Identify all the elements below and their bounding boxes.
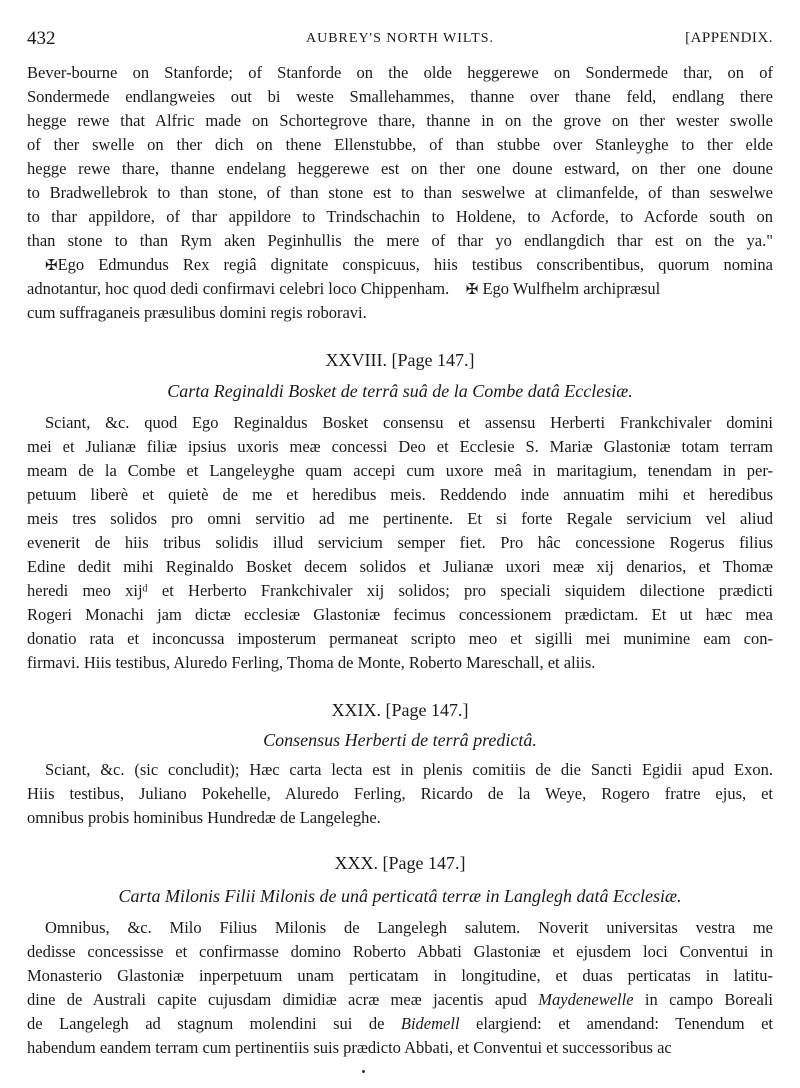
text-line: Sciant, &c. quod Ego Reginaldus Bosket consensu et assensu Herberti Frankchivaler domini: [45, 413, 773, 432]
text-line: Omnibus, &c. Milo Filius Milonis de Langelegh salutem. Noverit universitas vestra me: [45, 918, 773, 937]
cross-icon: ✠: [465, 282, 479, 298]
text-line: to Bradwellebrok to than stone, of than stone est to than seswelwe at climanfelde, of than seswelwe: [27, 183, 773, 202]
text-line: [27, 1012, 773, 1036]
section-title: Consensus Herberti de terrâ predictâ.: [263, 730, 537, 750]
text-line: Monasterio Glastoniæ inperpetuum unam perticatam in longitudine, et duas perticatas in latitu-: [27, 966, 773, 985]
text-line: meam de la Combe et Langeleyghe quam accepi cum uxore meâ in maritagium, tenendam in per-: [27, 461, 773, 480]
text-line: donatio rata et inconcussa imposterum permaneat scripto meo et sigilli mei munimine eam con-: [27, 629, 773, 648]
text-line: Sciant, &c. (sic concludit); Hæc carta lecta est in plenis comitiis de die Sancti Egidii apud Exon.: [45, 760, 773, 779]
running-title: AUBREY'S NORTH WILTS.: [306, 31, 494, 46]
text-line: Rogeri Monachi jam dictæ ecclesiæ Glastoniæ fecimus concessionem prædictam. Et ut hæc mea: [27, 605, 773, 624]
text-line: habendum eandem terram cum pertinentiis suis prædicto Abbati, et Conventui et successoribus ac: [27, 1038, 672, 1057]
text-segment: in campo Boreali: [633, 990, 773, 1009]
text-line: hegge rewe thare, thanne endelang heggerewe est on ther one doune estward, on ther one doune: [27, 159, 773, 178]
text-segment: dine de Australi capite cujusdam dimidiæ acræ meæ jacentis apud: [27, 990, 539, 1009]
cross-icon: ✠: [45, 258, 58, 274]
print-speck: [362, 1070, 365, 1073]
text-line: Bever-bourne on Stanforde; of Stanforde on the olde heggerewe on Sondermede thar, on of: [27, 63, 773, 82]
italic-place-name: Bidemell: [400, 1014, 460, 1033]
section-title: Carta Milonis Filii Milonis de unâ perticatâ terræ in Langlegh datâ Ecclesiæ.: [118, 886, 682, 906]
text-line: than stone to than Rym aken Peginhullis the mere of thar yo endlangdich thar est on the ya.": [27, 231, 773, 250]
text-line: firmavi. Hiis testibus, Aluredo Ferling, Thoma de Monte, Roberto Mareschall, et aliis.: [27, 653, 596, 672]
text-line: of ther swelle on ther dich on thene Ellenstubbe, of than stubbe over Stanleyghe to ther elde: [27, 135, 773, 154]
signature-text: Ego Edmundus Rex regiâ dignitate conspicuus, hiis testibus conscribentibus, quorum nomina: [57, 255, 773, 274]
italic-place-name: Maydenewelle: [538, 990, 634, 1009]
text-line: omnibus probis hominibus Hundredæ de Langeleghe.: [27, 808, 381, 827]
text-line: mei et Julianæ filiæ ipsius uxoris meæ concessi Deo et Ecclesie S. Mariæ Glastoniæ totam terram: [27, 437, 773, 456]
text-line: meis tres solidos pro omni servitio ad me pertinente. Et si forte Regale servicium vel aliud: [27, 509, 773, 528]
text-line: Edine dedit mihi Reginaldo Bosket decem solidos et Julianæ uxori meæ xij denarios, et Thomæ: [27, 557, 773, 576]
signature-text: Ego Wulfhelm archipræsul: [482, 279, 661, 298]
section-body: [27, 916, 773, 1060]
text-line: [27, 988, 773, 1012]
section-label: [APPENDIX.: [685, 30, 773, 46]
text-line: petuum liberè et quietè de me et heredibus meis. Reddendo inde annuatim mihi et heredibus: [27, 485, 773, 504]
text-line: to thar appildore, of thar appildore to Trindschachin to Holdene, to Acforde, to Acforde south on: [27, 207, 773, 226]
text-line: Hiis testibus, Juliano Pokehelle, Aluredo Ferling, Ricardo de la Weye, Rogero fratre ejus, et: [27, 784, 773, 803]
text-line: hegge rewe that Alfric made on Schortegrove thare, thanne in on the grove on ther wester swolle: [27, 111, 773, 130]
text-line: Sondermede endlangweies out bi weste Smallehammes, thanne over thane feld, endlang there: [27, 87, 773, 106]
text-line: heredi meo xijᵈ et Herberto Frankchivaler xij solidos; pro speciali siquidem dilectione prædicti: [27, 581, 773, 600]
section-heading: XXIX. [Page 147.]: [331, 700, 469, 720]
section-heading: XXVIII. [Page 147.]: [325, 350, 475, 370]
section-heading: XXX. [Page 147.]: [334, 853, 466, 873]
signature-text: adnotantur, hoc quod dedi confirmavi celebri loco Chippenham.: [27, 279, 450, 298]
text-line: dedisse concessisse et confirmasse domino Roberto Abbati Glastoniæ et ejusdem loci Conventui in: [27, 942, 773, 961]
page-number: 432: [27, 28, 56, 49]
text-line: evenerit de hiis tribus solidis illud servicium semper fiet. Pro hâc concessione Rogerus filius: [27, 533, 773, 552]
section-title: Carta Reginaldi Bosket de terrâ suâ de la Combe datâ Ecclesiæ.: [167, 381, 633, 401]
text-segment: de Langelegh ad stagnum molendini sui de: [27, 1014, 401, 1033]
signature-text: cum suffraganeis præsulibus domini regis roboravi.: [27, 303, 367, 322]
text-segment: elargiend: et amendand: Tenendum et: [459, 1014, 773, 1033]
section-xxx: [27, 0, 773, 1088]
